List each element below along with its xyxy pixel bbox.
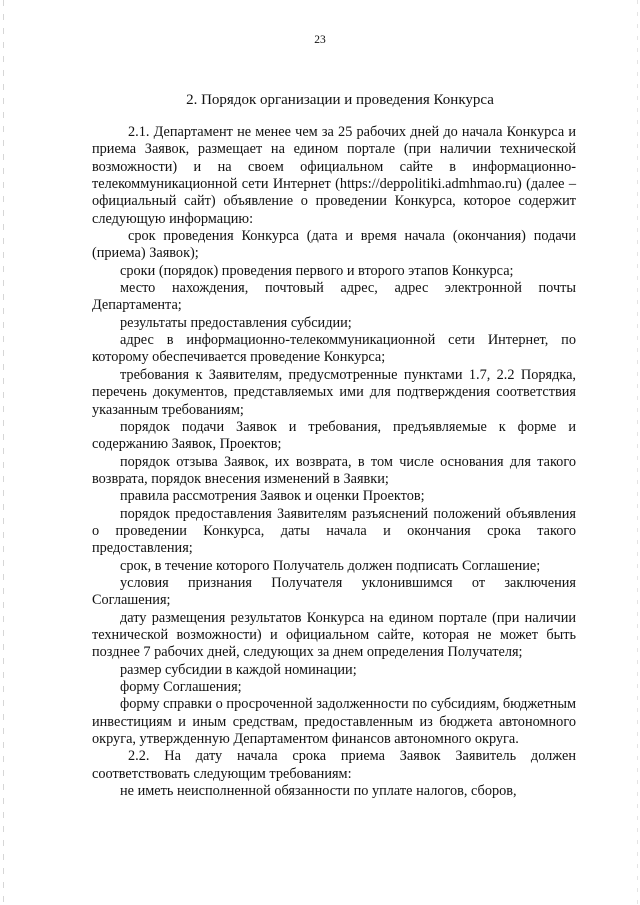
paragraph: результаты предоставления субсидии;	[120, 314, 352, 331]
paragraph: место нахождения, почтовый адрес, адрес электронной почты Департамента;	[92, 280, 576, 314]
paragraph: правила рассмотрения Заявок и оценки Проектов;	[120, 488, 425, 505]
paragraph: дату размещения результатов Конкурса на едином портале (при наличии технической возможности) и официальном сайте, которая не может быть позднее 7 рабочих дней, следующих за днем определения Получателя;	[92, 609, 576, 661]
paragraph: порядок предоставления Заявителям разъяснений положений объявления о проведении Конкурса, даты начала и окончания срока такого предоставления;	[92, 505, 576, 557]
paragraph: адрес в информационно-телекоммуникационной сети Интернет, по которому обеспечивается проведение Конкурса;	[92, 332, 576, 366]
paragraph: требования к Заявителям, предусмотренные пунктами 1.7, 2.2 Порядка, перечень документов, представляемых ими для подтверждения соответствия указанным требованиям;	[92, 366, 576, 418]
paragraph: порядок отзыва Заявок, их возврата, в том числе основания для такого возврата, порядок внесения изменений в Заявки;	[92, 453, 576, 487]
paragraph: форму справки о просроченной задолженности по субсидиям, бюджетным инвестициям и иным средствам, предоставленным из бюджета автономного округа, утвержденную Департаментом финансов автономного округа.	[92, 696, 576, 748]
paragraph: 2.1. Департамент не менее чем за 25 рабочих дней до начала Конкурса и приема Заявок, размещает на едином портале (при наличии технической возможности) и на своем официальном сайте в информационно-телекоммуникационной сети Интернет (https://deppolitiki.admhmao.ru) (далее – официальный сайт) объявление о проведении Конкурса, которое содержит следующую информацию:	[92, 124, 576, 227]
paragraph: срок проведения Конкурса (дата и время начала (окончания) подачи (приема) Заявок);	[92, 228, 576, 262]
page-number: 23	[314, 34, 326, 46]
paragraph: срок, в течение которого Получатель должен подписать Соглашение;	[120, 557, 541, 574]
scan-edge-left	[3, 0, 4, 905]
paragraph: не иметь неисполненной обязанности по уплате налогов, сборов,	[120, 783, 517, 800]
paragraph: порядок подачи Заявок и требования, предъявляемые к форме и содержанию Заявок, Проектов;	[92, 418, 576, 453]
document-body	[92, 124, 576, 800]
paragraph: размер субсидии в каждой номинации;	[120, 661, 357, 678]
paragraph: 2.2. На дату начала срока приема Заявок Заявитель должен соответствовать следующим требованиям:	[92, 748, 576, 782]
paragraph: форму Соглашения;	[120, 679, 242, 695]
section-heading: 2. Порядок организации и проведения Конкурса	[186, 92, 494, 108]
paragraph: условия признания Получателя уклонившимся от заключения Соглашения;	[92, 574, 576, 609]
scan-edge-right	[637, 0, 638, 905]
paragraph: сроки (порядок) проведения первого и второго этапов Конкурса;	[120, 262, 514, 279]
